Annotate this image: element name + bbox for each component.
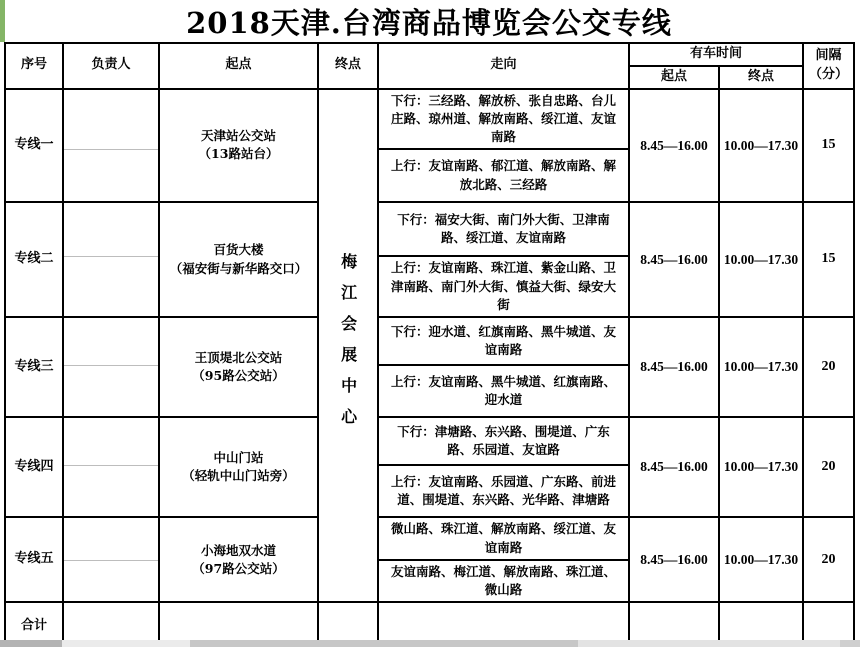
- manager-cell: [63, 465, 159, 517]
- origin-cell: [159, 417, 318, 517]
- manager-cell: [63, 365, 159, 417]
- header-service-start: 起点: [629, 66, 719, 89]
- bottom-strip-segment: [0, 640, 62, 647]
- bottom-strip-segment: [190, 640, 578, 647]
- service-start-cell: 8.45—16.00: [629, 89, 719, 202]
- interval-cell: 15: [803, 89, 854, 202]
- origin-name: 中山门站: [213, 449, 264, 465]
- origin-cell: [159, 317, 318, 417]
- route-up-cell: 上行：友谊南路、乐园道、广东路、前进道、围堤道、东兴路、光华路、津塘路: [378, 465, 629, 517]
- route-up-cell: 友谊南路、梅江道、解放南路、珠江道、微山路: [378, 560, 629, 602]
- manager-cell: [63, 517, 159, 560]
- header-interval-line2: （分）: [809, 66, 849, 82]
- line-id-cell: 专线四: [5, 417, 63, 517]
- route-up-cell: 上行：友谊南路、黑牛城道、红旗南路、迎水道: [378, 365, 629, 417]
- manager-cell: [63, 560, 159, 602]
- origin-name: 百货大楼: [213, 242, 264, 258]
- route-down-cell: 下行：迎水道、红旗南路、黑牛城道、友谊南路: [378, 317, 629, 365]
- header-interval: [803, 43, 854, 89]
- service-start-cell: 8.45—16.00: [629, 202, 719, 317]
- origin-note: （轻轨中山门站旁）: [182, 468, 295, 484]
- route-up-cell: 上行：友谊南路、珠江道、紫金山路、卫津南路、南门外大街、慎益大街、绿安大街: [378, 256, 629, 317]
- service-end-cell: 10.00—17.30: [719, 89, 803, 202]
- bottom-strip-segment: [578, 640, 840, 647]
- interval-cell: 15: [803, 202, 854, 317]
- origin-name: 小海地双水道: [200, 542, 276, 558]
- service-end-cell: 10.00—17.30: [719, 202, 803, 317]
- interval-cell: 20: [803, 417, 854, 517]
- interval-cell: 20: [803, 517, 854, 602]
- route-down-cell: 下行：津塘路、东兴路、围堤道、广东路、乐园道、友谊路: [378, 417, 629, 465]
- service-start-cell: 8.45—16.00: [629, 317, 719, 417]
- manager-cell: [63, 202, 159, 256]
- manager-cell: [63, 417, 159, 465]
- origin-note: （福安街与新华路交口）: [169, 260, 308, 276]
- origin-note: （97路公交站）: [192, 560, 285, 576]
- destination-vertical-text: 梅江会展中心: [338, 252, 358, 439]
- header-manager: 负责人: [63, 43, 159, 89]
- interval-cell: 20: [803, 317, 854, 417]
- header-service-time: 有车时间: [629, 43, 803, 66]
- sheet-left-accent: [0, 0, 5, 42]
- header-route: 走向: [378, 43, 629, 89]
- next-row-remnant: [0, 640, 860, 647]
- route-down-cell: 下行：三经路、解放桥、张自忠路、台儿庄路、琼州道、解放南路、绥江道、友谊南路: [378, 89, 629, 149]
- service-end-cell: 10.00—17.30: [719, 417, 803, 517]
- route-down-cell: 微山路、珠江道、解放南路、绥江道、友谊南路: [378, 517, 629, 560]
- origin-cell: [159, 202, 318, 317]
- line-id-cell: 专线五: [5, 517, 63, 602]
- manager-cell: [63, 149, 159, 202]
- origin-note: （95路公交站）: [192, 368, 285, 384]
- origin-cell: [159, 89, 318, 202]
- bus-lines-table: [4, 42, 855, 647]
- service-end-cell: 10.00—17.30: [719, 317, 803, 417]
- totals-label-cell: 合计: [5, 602, 63, 647]
- service-start-cell: 8.45—16.00: [629, 517, 719, 602]
- header-service-end: 终点: [719, 66, 803, 89]
- origin-name: 天津站公交站: [200, 128, 276, 144]
- bottom-strip-segment: [840, 640, 860, 647]
- header-destination: 终点: [318, 43, 378, 89]
- header-origin: 起点: [159, 43, 318, 89]
- destination-merged-cell: [318, 89, 378, 603]
- origin-note: （13路站台）: [198, 146, 279, 162]
- header-interval-line1: 间隔: [815, 48, 842, 63]
- route-down-cell: 下行：福安大街、南门外大街、卫津南路、绥江道、友谊南路: [378, 202, 629, 256]
- header-seq: 序号: [5, 43, 63, 89]
- manager-cell: [63, 89, 159, 149]
- route-up-cell: 上行：友谊南路、郁江道、解放南路、解放北路、三经路: [378, 149, 629, 202]
- service-end-cell: 10.00—17.30: [719, 517, 803, 602]
- bottom-strip-segment: [62, 640, 190, 647]
- line-id-cell: 专线三: [5, 317, 63, 417]
- page-title: 2018天津.台湾商品博览会公交专线: [186, 5, 672, 40]
- manager-cell: [63, 256, 159, 317]
- manager-cell: [63, 317, 159, 365]
- service-start-cell: 8.45—16.00: [629, 417, 719, 517]
- line-id-cell: 专线二: [5, 202, 63, 317]
- line-id-cell: 专线一: [5, 89, 63, 202]
- origin-name: 王顶堤北公交站: [194, 349, 283, 365]
- origin-cell: [159, 517, 318, 602]
